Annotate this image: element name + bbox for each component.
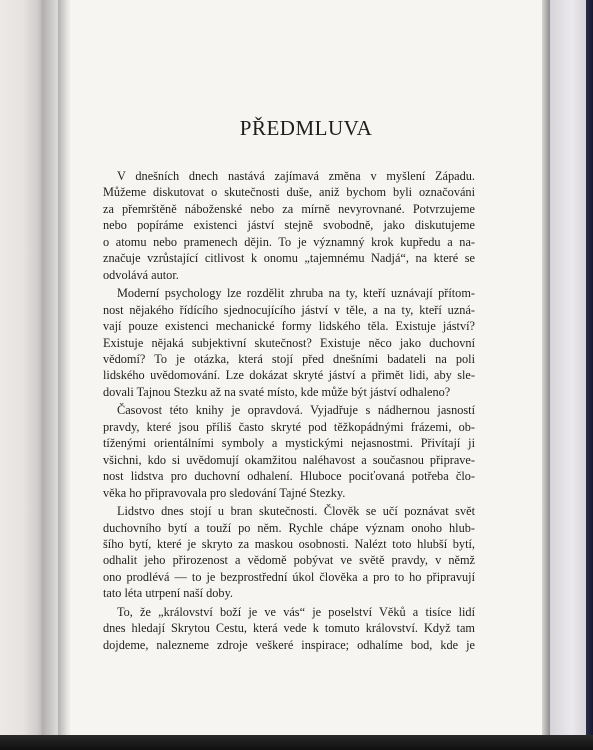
paragraph: [103, 168, 475, 283]
body-text: [103, 168, 475, 653]
text-line: za přemrštěně náboženské nebo za mírně nevyrovnané. Potvrzujeme: [103, 201, 475, 216]
text-line: o atomu nebo pramenech dějin. To je významný krok kupředu a na-: [103, 234, 475, 249]
background-surface: [0, 735, 593, 750]
text-line: lidského uvědomování. Lze dokázat skryté jáství a přimět lidi, aby sle-: [103, 368, 475, 383]
text-line: dojdeme, nalezneme zdroje veškeré inspirace; odhalíme bod, kde je: [103, 637, 475, 652]
text-line: všichni, kdo si uvědomují okamžitou naléhavost a současnou připrave-: [103, 452, 475, 467]
left-page-edge: [0, 0, 42, 735]
text-line: Lidstvo dnes stojí u bran skutečnosti. Člověk se učí poznávat svět: [117, 504, 475, 519]
text-line: nost lidstva pro duchovní odhalení. Hluboce pociťovaná potřeba člo-: [103, 469, 475, 484]
chapter-title: PŘEDMLUVA: [239, 116, 373, 140]
text-line: odvolává autor.: [103, 267, 179, 282]
text-line: ono prodlévá — to je bezprostřední úkol člověka a pro to ho připravují: [103, 569, 475, 584]
text-line: značuje vzrůstající citlivost k onomu „tajemnému Nadjá“, na které se: [103, 251, 475, 266]
text-line: věka ho připravovala pro sledování Tajné Stezky.: [103, 485, 346, 500]
gutter-shadow: [58, 0, 68, 735]
page-edge-shadow: [542, 0, 550, 735]
text-line: To, že „království boží je ve vás“ je poselství Věků a tisíce lidí: [117, 604, 475, 619]
text-line: dnes hledají Skrytou Cestu, která vede k tomuto království. Když tam: [103, 621, 475, 636]
text-line: nebo popíráme existenci jáství stejně svobodně, jako diskutujeme: [103, 218, 475, 233]
text-line: tato léta utrpení naší doby.: [103, 586, 233, 601]
text-line: duchovního bytí a touží po něm. Rychle chápe význam onoho hlub-: [103, 520, 475, 535]
text-line: tíženými orientálními symboly a mystickými nejasnostmi. Přivítají ji: [103, 436, 475, 451]
paragraph: [103, 285, 475, 400]
text-line: Existuje nějaká subjektivní skutečnost? Existuje něco jako duchovní: [103, 335, 475, 350]
text-line: pravdy, které jsou příliš často skryté pod těžkopádnými frázemi, ob-: [103, 419, 475, 434]
text-line: V dnešních dnech nastává zajímavá změna v myšlení Západu.: [117, 169, 475, 183]
text-line: odhalit jeho přirozenost a vědomě pobývat ve světě pravdy, v němž: [103, 553, 475, 568]
paragraph: [103, 503, 475, 602]
book-cover-binding: [586, 0, 593, 735]
text-line: šího bytí, které je skryto za maskou osobnosti. Nalézt toto hlubší bytí,: [103, 536, 475, 551]
paragraph: [103, 402, 475, 501]
text-line: Časovost této knihy je opravdová. Vyjadřuje s nádhernou jasností: [117, 403, 475, 418]
text-line: Můžeme diskutovat o skutečnosti duše, aniž bychom byli označováni: [103, 185, 475, 200]
text-line: vají pouze existenci mechanické formy lidského těla. Existuje jáství?: [103, 319, 475, 334]
text-line: vědomí? To je otázka, která stojí před dnešními badateli na poli: [103, 351, 475, 366]
text-line: nost nějakého řídícího sjednocujícího jáství v těle, a na ty, kteří uzná-: [103, 302, 475, 317]
text-line: dovali Tajnou Stezku až na svaté místo, kde může být jáství odhaleno?: [103, 384, 451, 399]
text-line: Moderní psychology lze rozdělit zhruba na ty, kteří uznávají přítom-: [117, 286, 475, 301]
paragraph: [103, 604, 475, 653]
